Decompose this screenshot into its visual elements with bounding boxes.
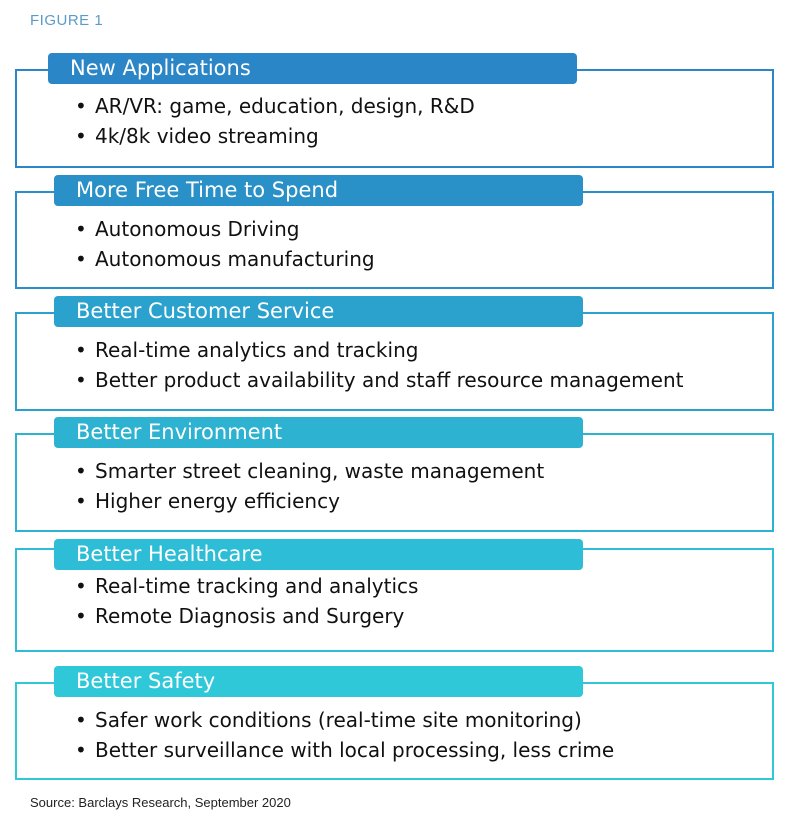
list-item: • Higher energy efficiency xyxy=(15,486,774,516)
list-item: • Smarter street cleaning, waste management xyxy=(15,456,774,486)
section-header: Better Environment xyxy=(54,417,583,448)
list-item: • Remote Diagnosis and Surgery xyxy=(15,601,774,631)
list-item: • Real-time tracking and analytics xyxy=(15,571,774,601)
section-new-applications xyxy=(15,53,774,168)
bullet-list xyxy=(15,705,774,765)
section-better-customer-service xyxy=(15,296,774,411)
list-item: • Better surveillance with local processing, less crime xyxy=(15,735,774,765)
list-item: • 4k/8k video streaming xyxy=(15,121,774,151)
section-header: Better Safety xyxy=(54,666,583,697)
section-better-safety xyxy=(15,666,774,780)
section-header: More Free Time to Spend xyxy=(54,175,583,206)
section-better-environment xyxy=(15,417,774,532)
list-item: • Autonomous manufacturing xyxy=(15,244,774,274)
section-header: Better Healthcare xyxy=(54,539,583,570)
bullet-list xyxy=(15,571,774,631)
bullet-list xyxy=(15,335,774,395)
list-item: • AR/VR: game, education, design, R&D xyxy=(15,91,774,121)
source-note: Source: Barclays Research, September 2020 xyxy=(30,795,291,810)
list-item: • Better product availability and staff resource management xyxy=(15,365,774,395)
figure-label: FIGURE 1 xyxy=(30,12,104,29)
bullet-list xyxy=(15,91,774,151)
bullet-list xyxy=(15,456,774,516)
list-item: • Safer work conditions (real-time site monitoring) xyxy=(15,705,774,735)
bullet-list xyxy=(15,214,774,274)
section-better-healthcare xyxy=(15,539,774,652)
list-item: • Autonomous Driving xyxy=(15,214,774,244)
section-more-free-time xyxy=(15,175,774,289)
section-header: New Applications xyxy=(48,53,577,84)
list-item: • Real-time analytics and tracking xyxy=(15,335,774,365)
section-header: Better Customer Service xyxy=(54,296,583,327)
